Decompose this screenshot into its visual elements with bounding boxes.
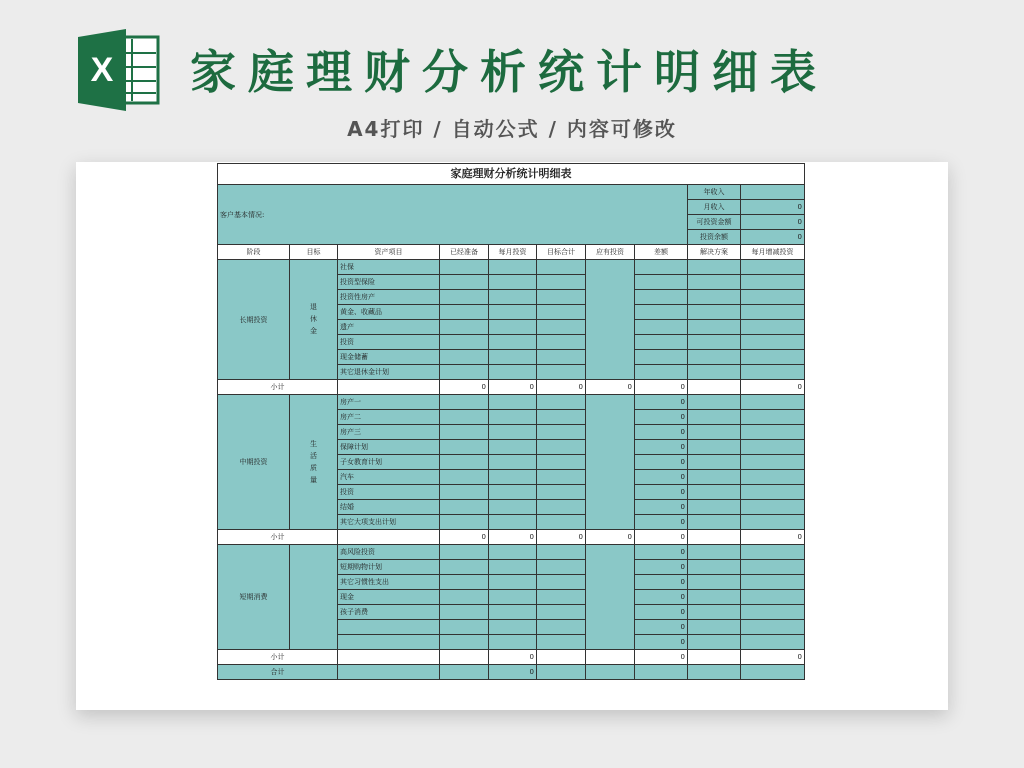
monthly-change-cell[interactable] (741, 260, 805, 275)
value-cell[interactable] (537, 275, 586, 290)
value-cell[interactable] (537, 500, 586, 515)
monthly-change-cell[interactable] (741, 440, 805, 455)
subtotal-value[interactable]: 0 (635, 380, 688, 395)
solution-cell[interactable] (688, 515, 741, 530)
subtotal-value[interactable]: 0 (440, 380, 489, 395)
value-cell[interactable] (489, 635, 537, 650)
value-cell[interactable] (489, 485, 537, 500)
asset-item-cell[interactable]: 其它习惯性支出 (338, 575, 440, 590)
finance-table (217, 163, 805, 680)
subtotal-value[interactable] (537, 650, 586, 665)
sheet (217, 163, 805, 680)
excel-logo-icon (76, 27, 162, 113)
value-cell[interactable] (440, 635, 489, 650)
subtotal-value[interactable]: 0 (489, 380, 537, 395)
asset-item-cell[interactable]: 投资 (338, 485, 440, 500)
logo-letter: X (90, 51, 114, 89)
asset-item-cell[interactable]: 投资型保险 (338, 275, 440, 290)
total-cell[interactable] (688, 665, 741, 680)
solution-cell[interactable] (688, 500, 741, 515)
solution-cell[interactable] (688, 335, 741, 350)
value-cell[interactable] (537, 560, 586, 575)
solution-cell[interactable] (688, 260, 741, 275)
value-cell[interactable] (489, 515, 537, 530)
monthly-change-cell[interactable] (741, 275, 805, 290)
value-cell[interactable] (537, 335, 586, 350)
monthly-change-cell[interactable] (741, 410, 805, 425)
difference-cell[interactable]: 0 (635, 425, 688, 440)
monthly-change-cell[interactable] (741, 305, 805, 320)
value-cell[interactable] (537, 260, 586, 275)
spreadsheet-preview (76, 162, 948, 710)
solution-cell[interactable] (688, 485, 741, 500)
subtotal-value[interactable] (586, 650, 635, 665)
subtotal-row (218, 380, 805, 395)
value-cell[interactable] (489, 605, 537, 620)
total-cell[interactable] (440, 665, 489, 680)
value-cell[interactable] (489, 335, 537, 350)
stage-cell: 长期投资 (218, 260, 290, 380)
value-cell[interactable] (537, 590, 586, 605)
value-cell[interactable] (537, 605, 586, 620)
monthly-change-cell[interactable] (741, 545, 805, 560)
value-cell[interactable] (537, 440, 586, 455)
monthly-change-cell[interactable] (741, 335, 805, 350)
solution-cell[interactable] (688, 605, 741, 620)
solution-cell[interactable] (688, 320, 741, 335)
subtotal-blank (338, 380, 440, 395)
table-body (218, 164, 805, 680)
value-cell[interactable] (440, 260, 489, 275)
solution-cell[interactable] (688, 620, 741, 635)
value-cell[interactable] (440, 335, 489, 350)
asset-item-cell[interactable]: 黄金、收藏品 (338, 305, 440, 320)
value-cell[interactable] (537, 305, 586, 320)
value-cell[interactable] (537, 515, 586, 530)
value-cell[interactable] (440, 275, 489, 290)
solution-cell[interactable] (688, 455, 741, 470)
difference-cell[interactable]: 0 (635, 395, 688, 410)
goal-cell (290, 545, 338, 650)
subtotal-row (218, 530, 805, 545)
value-cell[interactable] (489, 305, 537, 320)
subtotal-value[interactable]: 0 (586, 380, 635, 395)
solution-cell[interactable] (688, 575, 741, 590)
value-cell[interactable] (489, 575, 537, 590)
value-cell[interactable] (489, 500, 537, 515)
stage-cell: 中期投资 (218, 395, 290, 530)
subtotal-value[interactable]: 0 (586, 530, 635, 545)
asset-item-cell[interactable]: 保障计划 (338, 440, 440, 455)
subtotal-value[interactable]: 0 (489, 650, 537, 665)
value-cell[interactable] (537, 455, 586, 470)
asset-item-cell[interactable]: 房产二 (338, 410, 440, 425)
asset-item-cell[interactable]: 汽车 (338, 470, 440, 485)
difference-cell[interactable]: 0 (635, 560, 688, 575)
subtotal-value[interactable] (688, 650, 741, 665)
monthly-change-cell[interactable] (741, 575, 805, 590)
asset-item-cell[interactable] (338, 635, 440, 650)
info-label: 月收入 (688, 200, 741, 215)
value-cell[interactable] (489, 620, 537, 635)
value-cell[interactable] (537, 290, 586, 305)
goal-text: 生活质量 (310, 439, 317, 484)
column-header: 差额 (635, 245, 688, 260)
monthly-change-cell[interactable] (741, 560, 805, 575)
monthly-change-cell[interactable] (741, 425, 805, 440)
page-subtitle: A4打印 / 自动公式 / 内容可修改 (347, 117, 677, 141)
value-cell[interactable] (440, 320, 489, 335)
table-row (218, 395, 805, 410)
difference-cell[interactable] (635, 290, 688, 305)
subtotal-value[interactable]: 0 (537, 530, 586, 545)
asset-item-cell[interactable]: 社保 (338, 260, 440, 275)
total-label: 合计 (218, 665, 338, 680)
solution-cell[interactable] (688, 290, 741, 305)
value-cell[interactable] (489, 290, 537, 305)
asset-item-cell[interactable]: 现金储蓄 (338, 350, 440, 365)
value-cell[interactable] (489, 560, 537, 575)
subtotal-row (218, 650, 805, 665)
monthly-change-cell[interactable] (741, 515, 805, 530)
monthly-change-cell[interactable] (741, 365, 805, 380)
value-cell[interactable] (537, 425, 586, 440)
value-cell[interactable] (440, 605, 489, 620)
info-value[interactable]: 0 (741, 215, 805, 230)
column-header: 已经准备 (440, 245, 489, 260)
monthly-change-cell[interactable] (741, 455, 805, 470)
difference-cell[interactable]: 0 (635, 635, 688, 650)
asset-item-cell[interactable] (338, 620, 440, 635)
asset-item-cell[interactable]: 短期购物计划 (338, 560, 440, 575)
value-cell[interactable] (489, 320, 537, 335)
value-cell[interactable] (440, 590, 489, 605)
asset-item-cell[interactable]: 投资性房产 (338, 290, 440, 305)
column-header: 阶段 (218, 245, 290, 260)
value-cell[interactable] (440, 290, 489, 305)
difference-cell[interactable]: 0 (635, 590, 688, 605)
monthly-change-cell[interactable] (741, 500, 805, 515)
difference-cell[interactable] (635, 335, 688, 350)
solution-cell[interactable] (688, 350, 741, 365)
value-cell[interactable] (489, 440, 537, 455)
info-value[interactable] (741, 185, 805, 200)
difference-cell[interactable]: 0 (635, 515, 688, 530)
solution-cell[interactable] (688, 440, 741, 455)
difference-cell[interactable] (635, 320, 688, 335)
difference-cell[interactable]: 0 (635, 470, 688, 485)
subtotal-value[interactable]: 0 (537, 380, 586, 395)
solution-cell[interactable] (688, 470, 741, 485)
monthly-change-cell[interactable] (741, 470, 805, 485)
subtotal-value[interactable]: 0 (489, 530, 537, 545)
required-investment-cell[interactable] (586, 545, 635, 650)
monthly-change-cell[interactable] (741, 635, 805, 650)
solution-cell[interactable] (688, 365, 741, 380)
goal-text: 退休金 (310, 303, 317, 335)
table-row (218, 545, 805, 560)
value-cell[interactable] (489, 425, 537, 440)
asset-item-cell[interactable]: 现金 (338, 590, 440, 605)
value-cell[interactable] (440, 500, 489, 515)
value-cell[interactable] (489, 590, 537, 605)
solution-cell[interactable] (688, 635, 741, 650)
value-cell[interactable] (489, 545, 537, 560)
solution-cell[interactable] (688, 425, 741, 440)
asset-item-cell[interactable]: 高风险投资 (338, 545, 440, 560)
value-cell[interactable] (489, 395, 537, 410)
solution-cell[interactable] (688, 545, 741, 560)
subtotal-label: 小计 (218, 530, 338, 545)
difference-cell[interactable] (635, 365, 688, 380)
value-cell[interactable] (440, 365, 489, 380)
difference-cell[interactable] (635, 275, 688, 290)
solution-cell[interactable] (688, 275, 741, 290)
difference-cell[interactable]: 0 (635, 620, 688, 635)
asset-item-cell[interactable]: 孩子消费 (338, 605, 440, 620)
column-header: 目标 (290, 245, 338, 260)
info-label: 年收入 (688, 185, 741, 200)
column-header: 每月增减投资 (741, 245, 805, 260)
total-cell[interactable] (586, 665, 635, 680)
value-cell[interactable] (440, 470, 489, 485)
subtotal-value[interactable]: 0 (635, 650, 688, 665)
value-cell[interactable] (489, 455, 537, 470)
total-row (218, 665, 805, 680)
value-cell[interactable] (440, 455, 489, 470)
asset-item-cell[interactable]: 遗产 (338, 320, 440, 335)
subtotal-blank (338, 530, 440, 545)
value-cell[interactable] (537, 410, 586, 425)
subtotal-value[interactable]: 0 (741, 650, 805, 665)
required-investment-cell[interactable] (586, 260, 635, 380)
asset-item-cell[interactable]: 子女教育计划 (338, 455, 440, 470)
info-label: 投资余额 (688, 230, 741, 245)
value-cell[interactable] (440, 560, 489, 575)
required-investment-cell[interactable] (586, 395, 635, 530)
value-cell[interactable] (537, 470, 586, 485)
total-monthly-value[interactable]: 0 (489, 665, 537, 680)
monthly-change-cell[interactable] (741, 590, 805, 605)
subtotal-blank (338, 650, 440, 665)
value-cell[interactable] (440, 410, 489, 425)
monthly-change-cell[interactable] (741, 395, 805, 410)
subtotal-value[interactable]: 0 (741, 530, 805, 545)
monthly-change-cell[interactable] (741, 605, 805, 620)
column-header: 解决方案 (688, 245, 741, 260)
asset-item-cell[interactable]: 房产一 (338, 395, 440, 410)
column-header: 资产项目 (338, 245, 440, 260)
value-cell[interactable] (440, 575, 489, 590)
subtotal-label: 小计 (218, 650, 338, 665)
value-cell[interactable] (489, 365, 537, 380)
value-cell[interactable] (489, 275, 537, 290)
value-cell[interactable] (440, 485, 489, 500)
sheet-title: 家庭理财分析统计明细表 (218, 164, 805, 185)
value-cell[interactable] (537, 395, 586, 410)
difference-cell[interactable] (635, 260, 688, 275)
total-cell[interactable] (635, 665, 688, 680)
solution-cell[interactable] (688, 305, 741, 320)
monthly-change-cell[interactable] (741, 620, 805, 635)
info-label: 可投资金额 (688, 215, 741, 230)
value-cell[interactable] (489, 410, 537, 425)
info-value[interactable]: 0 (741, 200, 805, 215)
subtotal-value[interactable]: 0 (440, 530, 489, 545)
table-row (218, 260, 805, 275)
difference-cell[interactable] (635, 305, 688, 320)
subtotal-value[interactable]: 0 (635, 530, 688, 545)
subtotal-label: 小计 (218, 380, 338, 395)
value-cell[interactable] (440, 620, 489, 635)
value-cell[interactable] (537, 620, 586, 635)
difference-cell[interactable]: 0 (635, 440, 688, 455)
goal-cell (290, 260, 338, 380)
solution-cell[interactable] (688, 560, 741, 575)
value-cell[interactable] (537, 575, 586, 590)
difference-cell[interactable]: 0 (635, 410, 688, 425)
value-cell[interactable] (440, 515, 489, 530)
difference-cell[interactable] (635, 350, 688, 365)
difference-cell[interactable]: 0 (635, 500, 688, 515)
subtotal-value[interactable] (688, 380, 741, 395)
value-cell[interactable] (537, 485, 586, 500)
total-cell[interactable] (741, 665, 805, 680)
monthly-change-cell[interactable] (741, 320, 805, 335)
solution-cell[interactable] (688, 410, 741, 425)
total-cell[interactable] (537, 665, 586, 680)
asset-item-cell[interactable]: 投资 (338, 335, 440, 350)
value-cell[interactable] (440, 305, 489, 320)
value-cell[interactable] (489, 470, 537, 485)
monthly-change-cell[interactable] (741, 485, 805, 500)
client-info-label[interactable]: 客户基本情况: (218, 185, 688, 245)
subtotal-value[interactable]: 0 (741, 380, 805, 395)
value-cell[interactable] (537, 635, 586, 650)
page-title: 家庭理财分析统计明细表 (190, 45, 828, 99)
total-blank (338, 665, 440, 680)
value-cell[interactable] (537, 350, 586, 365)
subtotal-value[interactable] (440, 650, 489, 665)
asset-item-cell[interactable]: 结婚 (338, 500, 440, 515)
value-cell[interactable] (537, 320, 586, 335)
asset-item-cell[interactable]: 其它退休金计划 (338, 365, 440, 380)
value-cell[interactable] (489, 350, 537, 365)
monthly-change-cell[interactable] (741, 290, 805, 305)
value-cell[interactable] (440, 440, 489, 455)
asset-item-cell[interactable]: 其它大项支出计划 (338, 515, 440, 530)
asset-item-cell[interactable]: 房产三 (338, 425, 440, 440)
value-cell[interactable] (537, 545, 586, 560)
value-cell[interactable] (489, 260, 537, 275)
column-header: 每月投资 (489, 245, 537, 260)
solution-cell[interactable] (688, 395, 741, 410)
goal-cell (290, 395, 338, 530)
monthly-change-cell[interactable] (741, 350, 805, 365)
difference-cell[interactable]: 0 (635, 575, 688, 590)
difference-cell[interactable]: 0 (635, 485, 688, 500)
column-header: 应有投资 (586, 245, 635, 260)
difference-cell[interactable]: 0 (635, 605, 688, 620)
info-value[interactable]: 0 (741, 230, 805, 245)
difference-cell[interactable]: 0 (635, 545, 688, 560)
value-cell[interactable] (537, 365, 586, 380)
value-cell[interactable] (440, 545, 489, 560)
solution-cell[interactable] (688, 590, 741, 605)
value-cell[interactable] (440, 395, 489, 410)
value-cell[interactable] (440, 425, 489, 440)
value-cell[interactable] (440, 350, 489, 365)
banner (0, 0, 1024, 160)
subtotal-value[interactable] (688, 530, 741, 545)
column-header: 目标合计 (537, 245, 586, 260)
difference-cell[interactable]: 0 (635, 455, 688, 470)
stage-cell: 短期消费 (218, 545, 290, 650)
